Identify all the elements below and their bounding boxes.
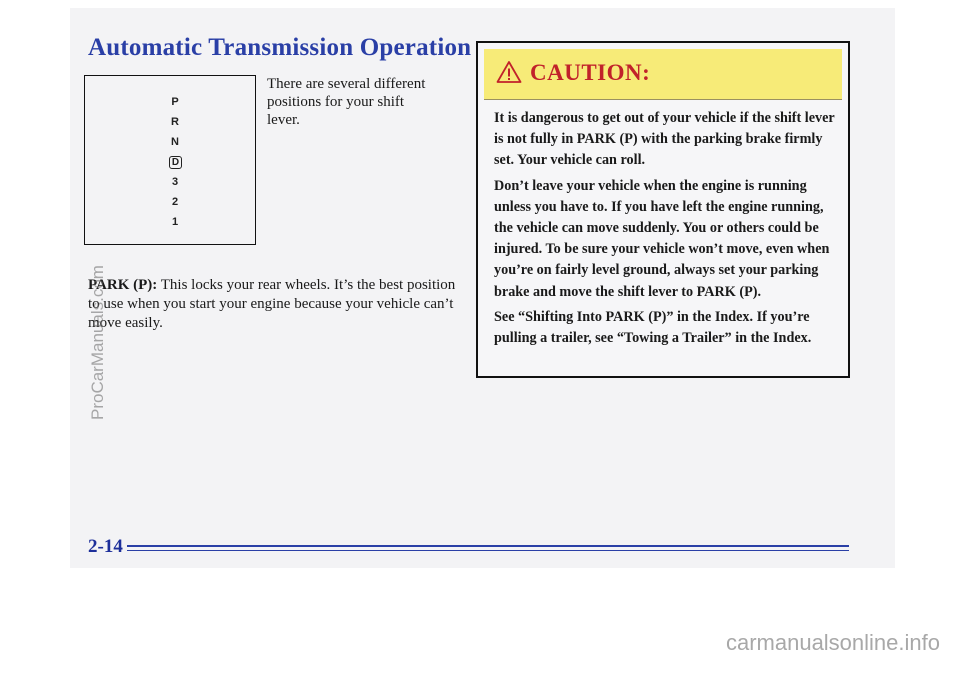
gear-first: 1 xyxy=(171,216,179,228)
page-number: 2-14 xyxy=(88,536,123,557)
caution-body xyxy=(494,108,836,353)
caution-box xyxy=(476,41,850,378)
gear-third: 3 xyxy=(171,176,179,188)
caution-paragraph: See “Shifting Into PARK (P)” in the Index. If you’re pulling a trailer, see “Towing a Trailer” in the Index. xyxy=(494,308,812,347)
caution-paragraph: Don’t leave your vehicle when the engine is running unless you have to. If you have left the engine running, the vehicle can move suddenly. You or others could be injured. To be sure your vehicle won’t move, even when you’re on fairly level ground, always set your parking brake and move the shift lever to PARK (P). xyxy=(494,177,830,300)
gear-neutral: N xyxy=(171,136,179,148)
footer-rule-thin xyxy=(127,550,849,551)
intro-text: There are several different positions for your shift lever. xyxy=(267,76,426,128)
gear-drive: D xyxy=(169,156,182,169)
warning-triangle-icon xyxy=(496,60,522,84)
gear-reverse: R xyxy=(171,116,179,128)
caution-header xyxy=(484,49,842,100)
caution-title: CAUTION: xyxy=(530,60,651,85)
shift-indicator-illustration xyxy=(84,75,256,245)
park-label: PARK (P): xyxy=(88,277,158,293)
bottom-watermark: carmanualsonline.info xyxy=(725,630,940,655)
gear-second: 2 xyxy=(171,196,179,208)
side-watermark: ProCarManuals.com xyxy=(88,265,107,420)
gear-park: P xyxy=(171,96,179,108)
footer-rule xyxy=(127,545,849,547)
park-text: This locks your rear wheels. It’s the best position to use when you start your engine because your vehicle can’t move easily. xyxy=(88,277,456,331)
caution-paragraph: It is dangerous to get out of your vehicle if the shift lever is not fully in PARK (P) with the parking brake firmly set. Your vehicle can roll. xyxy=(494,110,835,169)
park-description xyxy=(88,276,458,333)
page-title: Automatic Transmission Operation xyxy=(88,34,472,61)
